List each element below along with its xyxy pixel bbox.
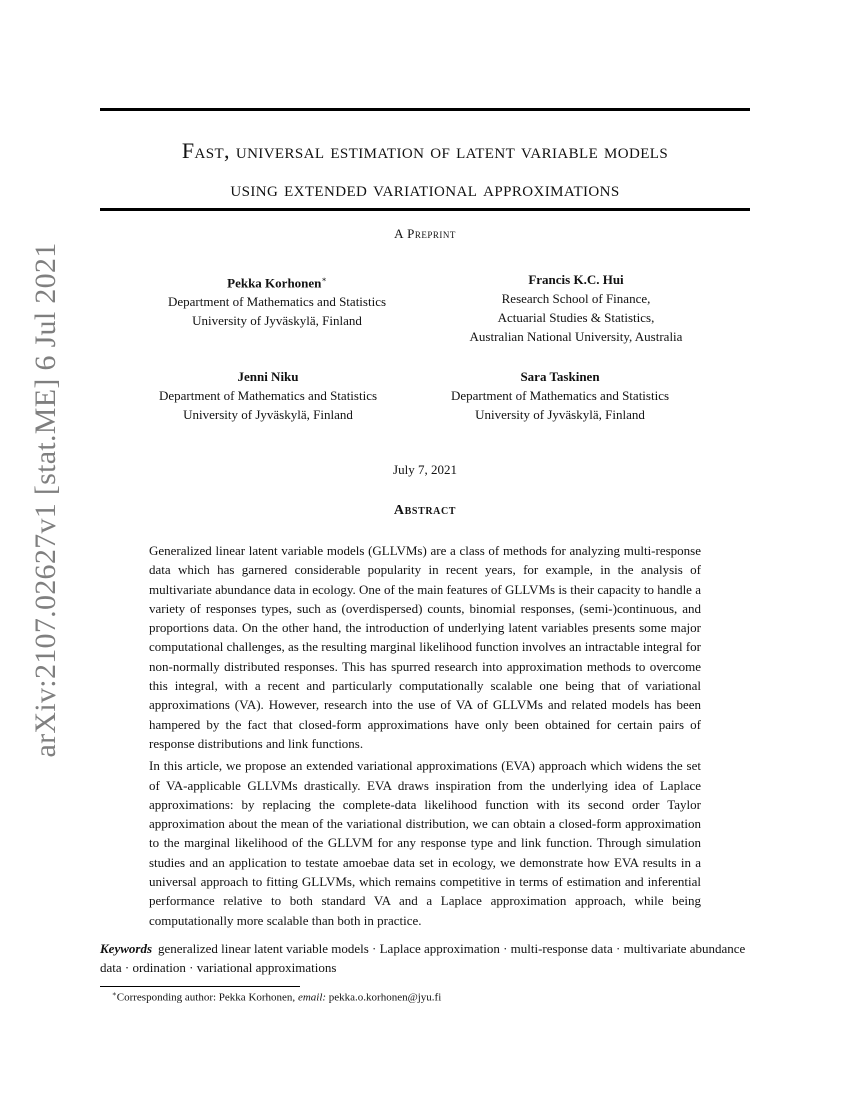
keywords-label: Keywords <box>100 941 152 956</box>
keywords-text: generalized linear latent variable models · Laplace approximation · multi-response data · multivariate abundance data · ordination · variational approximations <box>100 941 746 975</box>
title-rule-top <box>100 108 750 111</box>
footnote-rule <box>100 986 300 987</box>
author-affiliation-line: University of Jyväskylä, Finland <box>183 407 353 422</box>
paper-title <box>100 132 750 208</box>
keywords <box>100 939 750 977</box>
author-name: Sara Taskinen <box>520 369 600 384</box>
abstract-body <box>149 541 701 933</box>
author-block-3 <box>118 367 418 424</box>
author-name: Francis K.C. Hui <box>528 272 624 287</box>
author-affiliation-line: University of Jyväskylä, Finland <box>475 407 645 422</box>
author-affiliation-line: Department of Mathematics and Statistics <box>450 388 670 403</box>
author-affiliation-line: Australian National University, Australia <box>469 329 683 344</box>
arxiv-identifier: arXiv:2107.02627v1 [stat.ME] 6 Jul 2021 <box>29 242 62 758</box>
abstract-heading: Abstract <box>393 503 457 518</box>
publication-date: July 7, 2021 <box>393 462 457 477</box>
author-name: Jenni Niku <box>237 369 299 384</box>
author-affiliation-line: Actuarial Studies & Statistics, <box>497 310 655 325</box>
author-affiliation-line: Department of Mathematics and Statistics <box>167 294 387 310</box>
author-affiliation-line: University of Jyväskylä, Finland <box>192 313 362 329</box>
title-rule-bottom <box>100 208 750 211</box>
abstract-paragraph: In this article, we propose an extended variational approximations (EVA) approach which widens the set of VA-applicable GLLVMs drastically. EVA draws inspiration from the underlying idea of Laplace approximations: by replacing the complete-data likelihood function with its second order Taylor approximation about the mean of the variational distribution, we can obtain a closed-form approximation to the marginal likelihood of the GLLVM for any response type and link function. Through simulation studies and an application to testate amoebae data set in ecology, we demonstrate how EVA results in a universal approach to fitting GLLVMs, which remains competitive in terms of estimation and inferential performance relative to both standard VA and a Laplace approximation approach, while being computationally more scalable than both in practice. <box>149 758 701 928</box>
author-affiliation-line: Research School of Finance, <box>501 291 651 306</box>
author-name: Pekka Korhonen∗ <box>227 275 327 291</box>
footnote-email: pekka.o.korhonen@jyu.fi <box>328 991 442 1004</box>
author-block-2 <box>426 270 726 346</box>
abstract-paragraph: Generalized linear latent variable models (GLLVMs) are a class of methods for analyzing multi-response data which has garnered considerable popularity in recent years, for example, in the analysis of multivariate abundance data in ecology. One of the main features of GLLVMs is their capacity to handle a variety of responses types, such as (overdispersed) counts, binomial responses, (semi-)continuous, and proportions data. On the other hand, the introduction of underlying latent variables presents some major computational challenges, as the resulting marginal likelihood function involves an intractable integral for non-normally distributed responses. This has spurred research into approximation methods to overcome this integral, with a recent and particularly computationally scalable one being that of variational approximations (VA). However, research into the use of VA of GLLVMs and related models has been hampered by the fact that closed-form approximations have only been obtained for certain pairs of response distributions and link functions. <box>149 543 701 751</box>
footnote: ∗Corresponding author: Pekka Korhonen, email: pekka.o.korhonen@jyu.fi <box>112 990 442 1004</box>
author-affiliation-line: Department of Mathematics and Statistics <box>158 388 378 403</box>
title-line-1: Fast, universal estimation of latent variable models <box>181 138 669 163</box>
preprint-label: A Preprint <box>394 226 456 241</box>
title-line-2: using extended variational approximations <box>230 176 620 201</box>
author-block-4 <box>410 367 710 424</box>
author-block-1 <box>127 270 427 330</box>
